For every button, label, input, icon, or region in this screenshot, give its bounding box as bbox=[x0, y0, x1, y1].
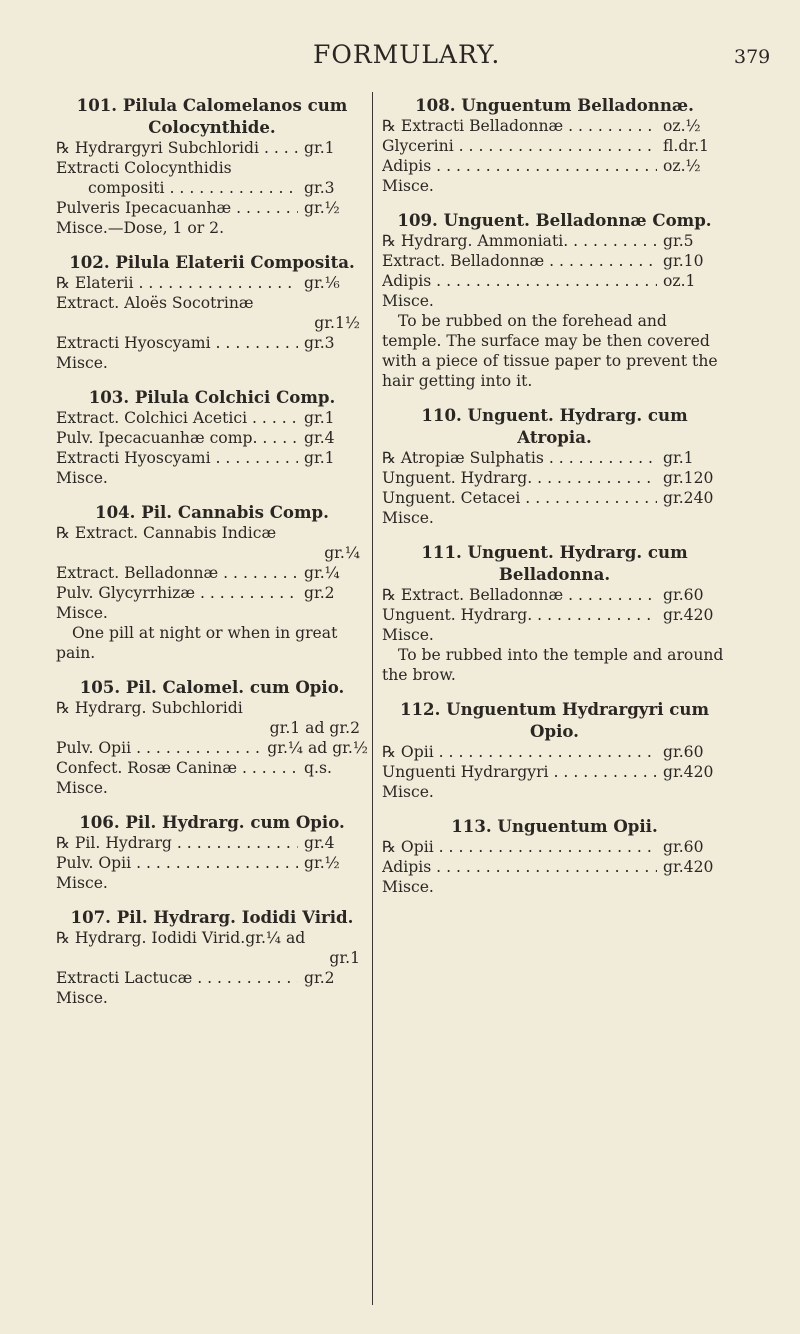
ingredient-quantity: oz.1 bbox=[663, 272, 696, 290]
section-gap bbox=[56, 238, 368, 251]
ingredient-quantity: fl.dr.1 bbox=[663, 137, 709, 155]
ingredient-name: Adipis . . . bbox=[382, 857, 657, 877]
ingredient-quantity: gr.½ bbox=[304, 854, 340, 872]
ingredient-text: Misce. bbox=[382, 292, 434, 310]
section-gap bbox=[382, 391, 727, 404]
ingredient-text: ℞ Hydrarg. Iodidi Virid.gr.¼ ad bbox=[56, 929, 306, 947]
ingredient-name: Adipis . . . bbox=[382, 271, 657, 291]
ingredient-name: compositi . . . bbox=[88, 178, 298, 198]
ingredient-quantity: oz.½ bbox=[663, 157, 701, 175]
formula-section bbox=[382, 698, 727, 802]
ingredient-quantity: gr.420 bbox=[663, 606, 714, 624]
section-gap bbox=[56, 893, 368, 906]
ingredient-line bbox=[56, 738, 368, 758]
formula-section bbox=[382, 209, 727, 391]
formula-title: 113. Unguentum Opii. bbox=[451, 816, 658, 836]
formula-section bbox=[382, 404, 727, 528]
ingredient-quantity: gr.⅙ bbox=[304, 274, 340, 292]
ingredient-text: Misce. bbox=[56, 604, 108, 622]
ingredient-text: Misce. bbox=[382, 878, 434, 896]
ingredient-line bbox=[56, 178, 368, 198]
ingredient-quantity: gr.10 bbox=[663, 252, 704, 270]
ingredient-name: ℞ Hydrarg. Ammoniati. . . . bbox=[382, 231, 657, 251]
ingredient-name: Pulveris Ipecacuanhæ . . . bbox=[56, 198, 298, 218]
page-header bbox=[0, 40, 800, 80]
ingredient-name: Adipis . . . bbox=[382, 156, 657, 176]
ingredient-name: Confect. Rosæ Caninæ . . . bbox=[56, 758, 298, 778]
ingredient-line bbox=[56, 968, 368, 988]
ingredient-quantity: gr.1 bbox=[304, 449, 335, 467]
ingredient-name: ℞ Hydrargyri Subchloridi . . . bbox=[56, 138, 298, 158]
formula-section bbox=[56, 676, 368, 798]
running-title: FORMULARY. bbox=[313, 40, 501, 69]
ingredient-text: Misce. bbox=[382, 783, 434, 801]
ingredient-text: Misce. bbox=[56, 354, 108, 372]
ingredient-quantity: gr.¼ bbox=[304, 564, 340, 582]
ingredient-quantity: gr.60 bbox=[663, 743, 704, 761]
ingredient-quantity: gr.2 bbox=[304, 584, 335, 602]
formula-section bbox=[56, 94, 368, 238]
ingredient-quantity: oz.½ bbox=[663, 117, 701, 135]
formula-title: 104. Pil. Cannabis Comp. bbox=[95, 502, 329, 522]
ingredient-name: ℞ Elaterii . . . bbox=[56, 273, 298, 293]
ingredient-line bbox=[382, 585, 727, 605]
ingredient-name: Unguenti Hydrargyri . . . bbox=[382, 762, 657, 782]
formula-note: One pill at night or when in great pain. bbox=[56, 624, 338, 662]
formula-section bbox=[56, 501, 368, 663]
ingredient-text: Misce. bbox=[56, 779, 108, 797]
ingredient-line bbox=[382, 742, 727, 762]
ingredient-name: Unguent. Cetacei . . . bbox=[382, 488, 657, 508]
ingredient-text: ℞ Extract. Cannabis Indicæ bbox=[56, 524, 277, 542]
formula-title: 106. Pil. Hydrarg. cum Opio. bbox=[79, 812, 345, 832]
ingredient-line bbox=[56, 583, 368, 603]
ingredient-line bbox=[56, 273, 368, 293]
right-column bbox=[382, 94, 727, 897]
ingredient-quantity: gr.420 bbox=[663, 858, 714, 876]
ingredient-quantity: gr.60 bbox=[663, 586, 704, 604]
formula-title: 110. Unguent. Hydrarg. cum Atropia. bbox=[421, 405, 688, 447]
ingredient-quantity: gr.1½ bbox=[314, 314, 360, 332]
ingredient-text: ℞ Hydrarg. Subchloridi bbox=[56, 699, 243, 717]
formula-note: To be rubbed on the forehead and temple. The surface may be then covered with a piece of tissue paper to prevent the hair getting into it. bbox=[382, 312, 718, 390]
formula-section bbox=[382, 94, 727, 196]
ingredient-line bbox=[56, 853, 368, 873]
column-divider bbox=[372, 92, 373, 1305]
ingredient-quantity: gr.1 bbox=[304, 139, 335, 157]
section-gap bbox=[56, 798, 368, 811]
formula-title: 101. Pilula Calomelanos cum Colocynthide. bbox=[76, 95, 348, 137]
section-gap bbox=[56, 373, 368, 386]
ingredient-line bbox=[382, 251, 727, 271]
ingredient-text: Misce. bbox=[382, 177, 434, 195]
formula-title: 102. Pilula Elaterii Composita. bbox=[69, 252, 355, 272]
formula-section bbox=[56, 251, 368, 373]
ingredient-line bbox=[382, 156, 727, 176]
ingredient-line bbox=[382, 116, 727, 136]
ingredient-line bbox=[382, 468, 727, 488]
page-number: 379 bbox=[734, 46, 771, 68]
ingredient-quantity: gr.1 bbox=[329, 949, 360, 967]
ingredient-quantity: q.s. bbox=[304, 759, 332, 777]
ingredient-line bbox=[382, 762, 727, 782]
formula-title: 109. Unguent. Belladonnæ Comp. bbox=[397, 210, 712, 230]
ingredient-name: Pulv. Ipecacuanhæ comp. . . . bbox=[56, 428, 298, 448]
formula-section bbox=[56, 811, 368, 893]
ingredient-quantity: gr.¼ bbox=[324, 544, 360, 562]
ingredient-name: ℞ Extracti Belladonnæ . . . bbox=[382, 116, 657, 136]
ingredient-line bbox=[382, 271, 727, 291]
ingredient-quantity: gr.4 bbox=[304, 429, 335, 447]
ingredient-quantity: gr.60 bbox=[663, 838, 704, 856]
formula-title: 103. Pilula Colchici Comp. bbox=[88, 387, 336, 407]
ingredient-line bbox=[56, 408, 368, 428]
ingredient-line bbox=[56, 563, 368, 583]
ingredient-line bbox=[382, 605, 727, 625]
ingredient-quantity: gr.240 bbox=[663, 489, 714, 507]
ingredient-text: Misce.—Dose, 1 or 2. bbox=[56, 219, 225, 237]
ingredient-quantity: gr.¼ ad gr.½ bbox=[267, 739, 368, 757]
formula-title: 107. Pil. Hydrarg. Iodidi Virid. bbox=[70, 907, 354, 927]
ingredient-line bbox=[56, 448, 368, 468]
ingredient-quantity: gr.5 bbox=[663, 232, 694, 250]
ingredient-line bbox=[382, 136, 727, 156]
formula-title: 111. Unguent. Hydrarg. cum Belladonna. bbox=[421, 542, 688, 584]
ingredient-quantity: gr.1 bbox=[304, 409, 335, 427]
section-gap bbox=[382, 802, 727, 815]
ingredient-quantity: gr.½ bbox=[304, 199, 340, 217]
ingredient-text: Extracti Colocynthidis bbox=[56, 159, 232, 177]
ingredient-text: Extract. Aloës Socotrinæ bbox=[56, 294, 254, 312]
ingredient-name: Extract. Colchici Acetici . . . bbox=[56, 408, 298, 428]
ingredient-name: Extract. Belladonnæ . . . bbox=[382, 251, 657, 271]
ingredient-quantity: gr.4 bbox=[304, 834, 335, 852]
ingredient-quantity: gr.420 bbox=[663, 763, 714, 781]
formula-title: 105. Pil. Calomel. cum Opio. bbox=[79, 677, 345, 697]
ingredient-name: Glycerini . . . bbox=[382, 136, 657, 156]
ingredient-text: Misce. bbox=[56, 989, 108, 1007]
ingredient-quantity: gr.1 bbox=[663, 449, 694, 467]
formula-section bbox=[56, 386, 368, 488]
section-gap bbox=[382, 196, 727, 209]
ingredient-name: Pulv. Opii . . . bbox=[56, 853, 298, 873]
ingredient-line bbox=[56, 198, 368, 218]
formula-section bbox=[382, 815, 727, 897]
ingredient-line bbox=[382, 488, 727, 508]
ingredient-line bbox=[56, 333, 368, 353]
ingredient-line bbox=[382, 857, 727, 877]
ingredient-name: ℞ Opii . . . bbox=[382, 837, 657, 857]
ingredient-quantity: gr.120 bbox=[663, 469, 714, 487]
ingredient-text: Misce. bbox=[56, 469, 108, 487]
ingredient-name: Pulv. Glycyrrhizæ . . . bbox=[56, 583, 298, 603]
section-gap bbox=[56, 488, 368, 501]
left-column bbox=[56, 94, 368, 1008]
section-gap bbox=[56, 663, 368, 676]
ingredient-text: Misce. bbox=[56, 874, 108, 892]
ingredient-name: Unguent. Hydrarg. . . . bbox=[382, 605, 657, 625]
ingredient-line bbox=[56, 428, 368, 448]
ingredient-name: ℞ Pil. Hydrarg . . . bbox=[56, 833, 298, 853]
ingredient-text: Misce. bbox=[382, 509, 434, 527]
ingredient-line bbox=[382, 448, 727, 468]
ingredient-name: Pulv. Opii . . . bbox=[56, 738, 261, 758]
ingredient-name: ℞ Opii . . . bbox=[382, 742, 657, 762]
formula-title: 108. Unguentum Belladonnæ. bbox=[415, 95, 694, 115]
ingredient-name: Extracti Lactucæ . . . bbox=[56, 968, 298, 988]
ingredient-name: Unguent. Hydrarg. . . . bbox=[382, 468, 657, 488]
ingredient-name: Extracti Hyoscyami . . . bbox=[56, 333, 298, 353]
ingredient-name: Extracti Hyoscyami . . . bbox=[56, 448, 298, 468]
section-gap bbox=[382, 685, 727, 698]
ingredient-line bbox=[56, 758, 368, 778]
ingredient-quantity: gr.3 bbox=[304, 179, 335, 197]
ingredient-quantity: gr.1 ad gr.2 bbox=[269, 719, 360, 737]
ingredient-quantity: gr.3 bbox=[304, 334, 335, 352]
section-gap bbox=[382, 528, 727, 541]
ingredient-name: Extract. Belladonnæ . . . bbox=[56, 563, 298, 583]
formula-section bbox=[382, 541, 727, 685]
formula-section bbox=[56, 906, 368, 1008]
ingredient-line bbox=[382, 231, 727, 251]
formula-note: To be rubbed into the temple and around the brow. bbox=[382, 646, 724, 684]
formula-title: 112. Unguentum Hydrargyri cum Opio. bbox=[399, 699, 710, 741]
ingredient-text: Misce. bbox=[382, 626, 434, 644]
ingredient-line bbox=[56, 833, 368, 853]
ingredient-line bbox=[56, 138, 368, 158]
ingredient-name: ℞ Extract. Belladonnæ . . . bbox=[382, 585, 657, 605]
ingredient-name: ℞ Atropiæ Sulphatis . . . bbox=[382, 448, 657, 468]
ingredient-line bbox=[382, 837, 727, 857]
ingredient-quantity: gr.2 bbox=[304, 969, 335, 987]
